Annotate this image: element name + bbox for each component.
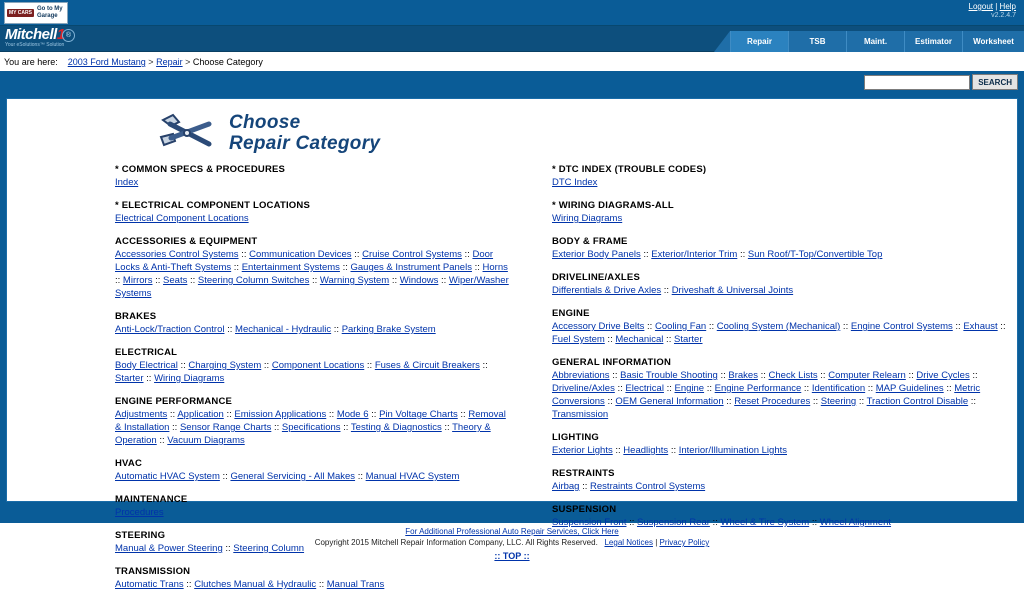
- link-separator: ::: [316, 579, 327, 590]
- link-separator: ::: [704, 383, 715, 394]
- category-link-interior-illumination-lights[interactable]: Interior/Illumination Lights: [678, 445, 787, 456]
- category-group-title: SUSPENSION: [552, 504, 617, 515]
- link-separator: ::: [238, 249, 250, 260]
- category-columns: [7, 158, 1017, 602]
- link-separator: ::: [579, 481, 591, 492]
- category-group-general-information: [552, 357, 1017, 421]
- category-group-title: GENERAL INFORMATION: [552, 357, 672, 368]
- category-link-computer-relearn[interactable]: Computer Relearn: [828, 370, 906, 381]
- pro-services-link[interactable]: For Additional Professional Auto Repair Services, Click Here: [405, 527, 619, 536]
- link-separator: ::: [968, 396, 977, 407]
- category-link-driveshaft-universal-joints[interactable]: Driveshaft & Universal Joints: [671, 285, 794, 296]
- category-link-reset-procedures[interactable]: Reset Procedures: [734, 396, 811, 407]
- link-separator: ::: [604, 396, 616, 407]
- legal-notices-link[interactable]: Legal Notices: [604, 538, 653, 547]
- link-separator: ::: [368, 409, 380, 420]
- category-link-accessories-control-systems[interactable]: Accessories Control Systems: [115, 249, 239, 260]
- category-group-engine: [552, 308, 1017, 346]
- category-group-lighting: [552, 432, 1017, 457]
- link-separator: ::: [167, 409, 178, 420]
- my-cars-logo: MY CARS: [9, 10, 32, 16]
- link-separator: ::: [626, 517, 638, 528]
- link-separator: ::: [261, 360, 272, 371]
- link-separator: ::: [364, 360, 375, 371]
- link-separator: ::: [441, 422, 453, 433]
- mitchell1-logo[interactable]: [5, 27, 65, 48]
- category-link-mechanical[interactable]: Mechanical: [615, 334, 664, 345]
- category-link-mechanical-hydraulic[interactable]: Mechanical - Hydraulic: [235, 324, 332, 335]
- link-separator: ::: [187, 275, 198, 286]
- category-group-links: [552, 480, 1017, 493]
- link-separator: ::: [461, 249, 473, 260]
- link-separator: ::: [222, 543, 234, 554]
- category-link-fuses-circuit-breakers[interactable]: Fuses & Circuit Breakers: [374, 360, 480, 371]
- category-link-cooling-system-mechanical[interactable]: Cooling System (Mechanical): [716, 321, 841, 332]
- category-link-adjustments[interactable]: Adjustments: [115, 409, 168, 420]
- category-link-theory-operation[interactable]: Theory & Operation: [115, 422, 491, 446]
- category-link-procedures[interactable]: Procedures: [115, 507, 164, 518]
- category-link-removal-installation[interactable]: Removal & Installation: [115, 409, 506, 433]
- link-separator: ::: [223, 409, 235, 420]
- category-group-title: DRIVELINE/AXLES: [552, 272, 640, 283]
- category-link-wiring-diagrams[interactable]: Wiring Diagrams: [552, 213, 623, 224]
- go-to-my-garage-button[interactable]: [4, 2, 68, 24]
- category-link-parking-brake-system[interactable]: Parking Brake System: [341, 324, 436, 335]
- brand-name: [5, 27, 65, 42]
- link-separator: ::: [326, 409, 337, 420]
- tab-estimator[interactable]: Estimator: [904, 31, 962, 52]
- category-group-title: HVAC: [115, 458, 143, 469]
- tab-maint[interactable]: Maint.: [846, 31, 904, 52]
- category-group-electrical-component-locations: [115, 200, 512, 225]
- category-link-wiper-washer-systems[interactable]: Wiper/Washer Systems: [115, 275, 509, 299]
- category-link-application[interactable]: Application: [177, 409, 224, 420]
- category-link-testing-diagnostics[interactable]: Testing & Diagnostics: [350, 422, 442, 433]
- topbar-divider: |: [995, 2, 998, 11]
- link-separator: ::: [952, 321, 964, 332]
- category-group-title: * WIRING DIAGRAMS-ALL: [552, 200, 674, 211]
- category-link-charging-system[interactable]: Charging System: [188, 360, 262, 371]
- link-separator: ::: [817, 370, 829, 381]
- main-nav-tabs: [714, 31, 1024, 52]
- category-group-transmission: [115, 566, 512, 591]
- page-title-line2: Repair Category: [229, 132, 381, 154]
- category-link-dtc-index[interactable]: DTC Index: [552, 177, 598, 188]
- link-separator: ::: [351, 249, 363, 260]
- category-link-seats[interactable]: Seats: [163, 275, 188, 286]
- category-link-check-lists[interactable]: Check Lists: [768, 370, 818, 381]
- breadcrumb-current: Choose Category: [192, 57, 263, 67]
- link-separator: ::: [709, 517, 721, 528]
- category-group-links: [115, 176, 512, 189]
- category-group-links: [115, 578, 512, 591]
- registered-trademark-icon: ®: [62, 29, 75, 42]
- category-group-links: [552, 176, 1017, 189]
- category-link-emission-applications[interactable]: Emission Applications: [234, 409, 327, 420]
- category-link-drive-cycles[interactable]: Drive Cycles: [916, 370, 970, 381]
- category-link-warning-system[interactable]: Warning System: [319, 275, 390, 286]
- category-group-links: [552, 248, 1017, 261]
- category-group-links: [115, 323, 512, 336]
- category-group-title: BRAKES: [115, 311, 157, 322]
- category-group-title: RESTRAINTS: [552, 468, 615, 479]
- category-link-specifications[interactable]: Specifications: [281, 422, 341, 433]
- category-group-links: [115, 542, 512, 555]
- category-link-clutches-manual-hydraulic[interactable]: Clutches Manual & Hydraulic: [194, 579, 317, 590]
- tab-worksheet[interactable]: Worksheet: [962, 31, 1024, 52]
- brand-name-one: 1: [56, 26, 65, 43]
- link-separator: ::: [471, 262, 483, 273]
- category-link-cooling-fan[interactable]: Cooling Fan: [654, 321, 707, 332]
- tab-tsb[interactable]: TSB: [788, 31, 846, 52]
- category-group-links: [115, 506, 512, 519]
- category-link-wiring-diagrams[interactable]: Wiring Diagrams: [154, 373, 225, 384]
- link-separator: ::: [706, 321, 717, 332]
- category-group-links: [552, 516, 1017, 529]
- category-link-map-guidelines[interactable]: MAP Guidelines: [875, 383, 944, 394]
- category-link-headlights[interactable]: Headlights: [623, 445, 669, 456]
- link-separator: ::: [457, 409, 469, 420]
- link-separator: ::: [604, 334, 616, 345]
- category-link-entertainment-systems[interactable]: Entertainment Systems: [241, 262, 340, 273]
- logout-link[interactable]: Logout: [968, 2, 993, 11]
- link-separator: ::: [156, 435, 168, 446]
- category-link-wheel-alignment[interactable]: Wheel Alignment: [819, 517, 892, 528]
- category-link-communication-devices[interactable]: Communication Devices: [249, 249, 352, 260]
- search-button[interactable]: SEARCH: [972, 74, 1018, 90]
- logout-link-wrap: [969, 2, 1016, 11]
- category-link-engine-control-systems[interactable]: Engine Control Systems: [850, 321, 953, 332]
- category-link-starter[interactable]: Starter: [673, 334, 703, 345]
- right-column: [512, 164, 1017, 602]
- brand-tagline: Your eSolutions™ Solution: [5, 42, 65, 48]
- category-group-title: * ELECTRICAL COMPONENT LOCATIONS: [115, 200, 310, 211]
- search-bar: [0, 72, 1024, 94]
- category-group-title: ENGINE PERFORMANCE: [115, 396, 233, 407]
- category-group-links: [115, 470, 512, 483]
- category-link-restraints-control-systems[interactable]: Restraints Control Systems: [590, 481, 706, 492]
- link-separator: ::: [943, 383, 955, 394]
- category-link-automatic-hvac-system[interactable]: Automatic HVAC System: [115, 471, 220, 482]
- category-link-airbag[interactable]: Airbag: [552, 481, 580, 492]
- nav-slant-decoration: [714, 31, 730, 52]
- category-link-starter[interactable]: Starter: [115, 373, 144, 384]
- link-separator: ::: [355, 471, 366, 482]
- category-group-title: * DTC INDEX (TROUBLE CODES): [552, 164, 707, 175]
- category-group-links: [552, 369, 1017, 421]
- breadcrumb-item-repair[interactable]: Repair: [156, 57, 183, 67]
- link-separator: ::: [271, 422, 282, 433]
- link-separator: ::: [644, 321, 655, 332]
- link-separator: ::: [609, 370, 621, 381]
- category-link-manual-trans[interactable]: Manual Trans: [326, 579, 385, 590]
- category-group-engine-performance: [115, 396, 512, 447]
- breadcrumb-item-vehicle[interactable]: 2003 Ford Mustang: [67, 57, 146, 67]
- category-link-sun-roof-t-top-convertible-top[interactable]: Sun Roof/T-Top/Convertible Top: [747, 249, 883, 260]
- link-separator: ::: [997, 321, 1006, 332]
- category-link-exterior-lights[interactable]: Exterior Lights: [552, 445, 613, 456]
- link-separator: ::: [810, 396, 821, 407]
- link-separator: ::: [340, 422, 351, 433]
- category-group-title: STEERING: [115, 530, 166, 541]
- left-column: [7, 164, 512, 602]
- breadcrumb-prefix: You are here:: [4, 57, 58, 67]
- category-link-exterior-interior-trim[interactable]: Exterior/Interior Trim: [651, 249, 738, 260]
- category-link-electrical-component-locations[interactable]: Electrical Component Locations: [115, 213, 249, 224]
- category-group-dtc-index-trouble-codes: [552, 164, 1017, 189]
- link-separator: ::: [331, 324, 342, 335]
- category-link-body-electrical[interactable]: Body Electrical: [115, 360, 178, 371]
- category-group-title: BODY & FRAME: [552, 236, 628, 247]
- privacy-policy-link[interactable]: Privacy Policy: [659, 538, 710, 547]
- link-separator: ::: [438, 275, 449, 286]
- category-group-body-frame: [552, 236, 1017, 261]
- brand-name-text: Mitchell: [5, 26, 57, 43]
- link-separator: ::: [663, 383, 675, 394]
- link-separator: ::: [737, 249, 748, 260]
- breadcrumb-separator-2: >: [185, 57, 191, 67]
- link-separator: ::: [479, 360, 488, 371]
- category-link-component-locations[interactable]: Component Locations: [271, 360, 365, 371]
- category-link-abbreviations[interactable]: Abbreviations: [552, 370, 610, 381]
- link-separator: ::: [389, 275, 400, 286]
- page-title: [229, 112, 380, 154]
- category-link-cruise-control-systems[interactable]: Cruise Control Systems: [362, 249, 462, 260]
- category-link-differentials-drive-axles[interactable]: Differentials & Drive Axles: [552, 285, 662, 296]
- category-link-exterior-body-panels[interactable]: Exterior Body Panels: [552, 249, 641, 260]
- category-group-electrical: [115, 347, 512, 385]
- category-group-restraints: [552, 468, 1017, 493]
- copyright-text: Copyright 2015 Mitchell Repair Information Company, LLC. All Rights Reserved.: [314, 538, 598, 547]
- category-group-links: [115, 248, 512, 300]
- version-label: v2.2.4.7: [991, 12, 1016, 19]
- link-separator: ::: [640, 249, 652, 260]
- link-separator: ::: [905, 370, 917, 381]
- link-separator: ::: [612, 445, 624, 456]
- category-group-title: ENGINE: [552, 308, 590, 319]
- category-link-vacuum-diagrams[interactable]: Vacuum Diagrams: [167, 435, 245, 446]
- link-separator: ::: [231, 262, 242, 273]
- category-link-traction-control-disable[interactable]: Traction Control Disable: [866, 396, 969, 407]
- category-link-steering-column-switches[interactable]: Steering Column Switches: [197, 275, 310, 286]
- category-group-brakes: [115, 311, 512, 336]
- category-link-accessory-drive-belts[interactable]: Accessory Drive Belts: [552, 321, 645, 332]
- category-link-door-locks-anti-theft-systems[interactable]: Door Locks & Anti-Theft Systems: [115, 249, 494, 273]
- category-link-driveline-axles[interactable]: Driveline/Axles: [552, 383, 615, 394]
- top-bar-right: [969, 2, 1016, 19]
- category-link-fuel-system[interactable]: Fuel System: [552, 334, 605, 345]
- category-link-anti-lock-traction-control[interactable]: Anti-Lock/Traction Control: [115, 324, 225, 335]
- category-group-maintenance: [115, 494, 512, 519]
- help-link[interactable]: Help: [999, 2, 1016, 11]
- category-link-steering-column[interactable]: Steering Column: [233, 543, 305, 554]
- link-separator: ::: [177, 360, 189, 371]
- category-link-mode-6[interactable]: Mode 6: [336, 409, 369, 420]
- garage-button-label: [37, 6, 63, 20]
- tab-repair[interactable]: Repair: [730, 31, 788, 52]
- category-link-automatic-trans[interactable]: Automatic Trans: [115, 579, 184, 590]
- category-group-title: MAINTENANCE: [115, 494, 188, 505]
- category-group-hvac: [115, 458, 512, 483]
- link-separator: ::: [969, 370, 978, 381]
- category-group-accessories-equipment: [115, 236, 512, 300]
- breadcrumb: [0, 52, 1024, 72]
- category-group-wiring-diagrams-all: [552, 200, 1017, 225]
- category-group-links: [115, 359, 512, 385]
- link-separator: ::: [219, 471, 231, 482]
- link-separator: ::: [169, 422, 180, 433]
- category-link-electrical[interactable]: Electrical: [625, 383, 664, 394]
- category-group-title: TRANSMISSION: [115, 566, 191, 577]
- category-link-brakes[interactable]: Brakes: [728, 370, 758, 381]
- category-link-index[interactable]: Index: [115, 177, 139, 188]
- link-separator: ::: [865, 383, 876, 394]
- panel-header: [7, 99, 1017, 158]
- search-input[interactable]: [864, 75, 970, 90]
- link-separator: ::: [668, 445, 679, 456]
- garage-label-line2: Garage: [36, 13, 58, 19]
- brand-band: [0, 26, 1024, 52]
- legal-separator: |: [655, 538, 658, 547]
- link-separator: ::: [224, 324, 236, 335]
- category-group-links: [115, 408, 512, 447]
- category-link-wheel-tire-system[interactable]: Wheel & Tire System: [720, 517, 810, 528]
- category-group-links: [115, 212, 512, 225]
- category-group-links: [552, 212, 1017, 225]
- category-link-exhaust[interactable]: Exhaust: [963, 321, 998, 332]
- breadcrumb-separator-1: >: [148, 57, 154, 67]
- link-separator: ::: [614, 383, 626, 394]
- link-separator: ::: [757, 370, 769, 381]
- link-separator: ::: [809, 517, 820, 528]
- link-separator: ::: [309, 275, 320, 286]
- category-link-sensor-range-charts[interactable]: Sensor Range Charts: [179, 422, 272, 433]
- category-group-common-specs-procedures: [115, 164, 512, 189]
- category-link-manual-hvac-system[interactable]: Manual HVAC System: [365, 471, 460, 482]
- category-link-transmission[interactable]: Transmission: [552, 409, 609, 420]
- category-link-manual-power-steering[interactable]: Manual & Power Steering: [115, 543, 223, 554]
- category-group-suspension: [552, 504, 1017, 529]
- search-box: [864, 74, 1018, 90]
- category-link-suspension-front[interactable]: Suspension Front: [552, 517, 627, 528]
- link-separator: ::: [661, 285, 672, 296]
- category-link-mirrors[interactable]: Mirrors: [122, 275, 153, 286]
- garage-label-line1: Go to My: [36, 6, 63, 12]
- category-link-engine-performance[interactable]: Engine Performance: [714, 383, 802, 394]
- category-group-title: LIGHTING: [552, 432, 599, 443]
- link-separator: ::: [152, 275, 164, 286]
- category-link-general-servicing-all-makes[interactable]: General Servicing - All Makes: [230, 471, 356, 482]
- top-bar: [0, 0, 1024, 26]
- category-link-steering[interactable]: Steering: [820, 396, 857, 407]
- link-separator: ::: [840, 321, 851, 332]
- category-group-title: ACCESSORIES & EQUIPMENT: [115, 236, 258, 247]
- category-link-metric-conversions[interactable]: Metric Conversions: [552, 383, 981, 407]
- category-link-suspension-rear[interactable]: Suspension Rear: [637, 517, 710, 528]
- link-separator: ::: [115, 275, 123, 286]
- link-separator: ::: [717, 370, 729, 381]
- category-group-links: [552, 284, 1017, 297]
- category-link-horns[interactable]: Horns: [482, 262, 508, 273]
- category-link-basic-trouble-shooting[interactable]: Basic Trouble Shooting: [620, 370, 718, 381]
- category-group-driveline-axles: [552, 272, 1017, 297]
- link-separator: ::: [143, 373, 155, 384]
- category-link-pin-voltage-charts[interactable]: Pin Voltage Charts: [379, 409, 458, 420]
- category-group-title: * COMMON SPECS & PROCEDURES: [115, 164, 286, 175]
- category-link-engine[interactable]: Engine: [674, 383, 705, 394]
- link-separator: ::: [183, 579, 195, 590]
- wrench-icon: [157, 111, 219, 154]
- top-link[interactable]: :: TOP ::: [494, 551, 530, 561]
- link-separator: ::: [723, 396, 735, 407]
- link-separator: ::: [856, 396, 867, 407]
- category-link-identification[interactable]: Identification: [811, 383, 866, 394]
- category-group-steering: [115, 530, 512, 555]
- link-separator: ::: [801, 383, 812, 394]
- category-link-oem-general-information[interactable]: OEM General Information: [615, 396, 724, 407]
- category-group-links: [552, 320, 1017, 346]
- page-title-line1: Choose: [229, 111, 301, 133]
- category-link-gauges-instrument-panels[interactable]: Gauges & Instrument Panels: [350, 262, 472, 273]
- category-group-links: [552, 444, 1017, 457]
- category-link-windows[interactable]: Windows: [399, 275, 439, 286]
- link-separator: ::: [339, 262, 351, 273]
- category-group-title: ELECTRICAL: [115, 347, 178, 358]
- link-separator: ::: [663, 334, 674, 345]
